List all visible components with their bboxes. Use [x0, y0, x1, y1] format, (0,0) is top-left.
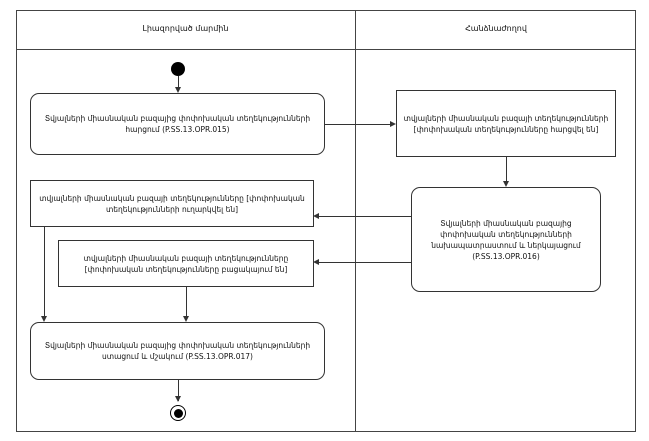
edge-activity4-to-activity5 [319, 262, 411, 263]
activity-node-4[interactable] [411, 187, 601, 292]
edge-activity1-to-activity2 [325, 124, 391, 125]
edge-arrow-activity6-to-end [175, 396, 181, 402]
activity-node-4-label: Տվյալների միասնական բազայից փոփոխական տեղեկությունների նախապատրաստում և ներկայացում (P.SS.13.OPR.016) [431, 218, 581, 261]
activity-node-6[interactable] [30, 322, 325, 380]
object-node-5[interactable] [58, 240, 314, 287]
lane-header-rule [16, 49, 636, 50]
edge-activity5-to-activity6 [186, 287, 187, 319]
edge-activity2-to-activity4 [506, 157, 507, 184]
swimlane-divider [355, 10, 356, 432]
object-node-2[interactable] [396, 90, 616, 157]
initial-node [171, 62, 185, 76]
lane-title-left: Լիազորված մարմին [142, 24, 229, 33]
activity-node-6-label: Տվյալների միասնական բազայից փոփոխական տեղեկությունների ստացում և մշակում (P.SS.13.OPR.017) [44, 341, 311, 361]
activity-node-1[interactable] [30, 93, 325, 155]
activity-node-1-label: Տվյալների միասնական բազայից փոփոխական տեղեկությունների հարցում (P.SS.13.OPR.015) [44, 114, 311, 134]
final-node [170, 405, 186, 421]
object-node-3[interactable] [30, 180, 314, 227]
lane-title-right: Հանձնաժողով [465, 24, 527, 33]
edge-activity4-to-activity3 [319, 216, 411, 217]
edge-activity3-to-activity6 [44, 227, 45, 319]
object-node-3-label: տվյալների միասնական բազայի տեղեկությունները [փոփոխական տեղեկությունների ուղարկվել են] [39, 193, 305, 214]
object-node-5-label: տվյալների միասնական բազայի տեղեկությունները [փոփոխական տեղեկությունները բացակայում են] [83, 253, 289, 274]
object-node-2-label: տվյալների միասնական բազայի տեղեկությունների [փոփոխական տեղեկությունները հարցվել են] [403, 113, 609, 134]
